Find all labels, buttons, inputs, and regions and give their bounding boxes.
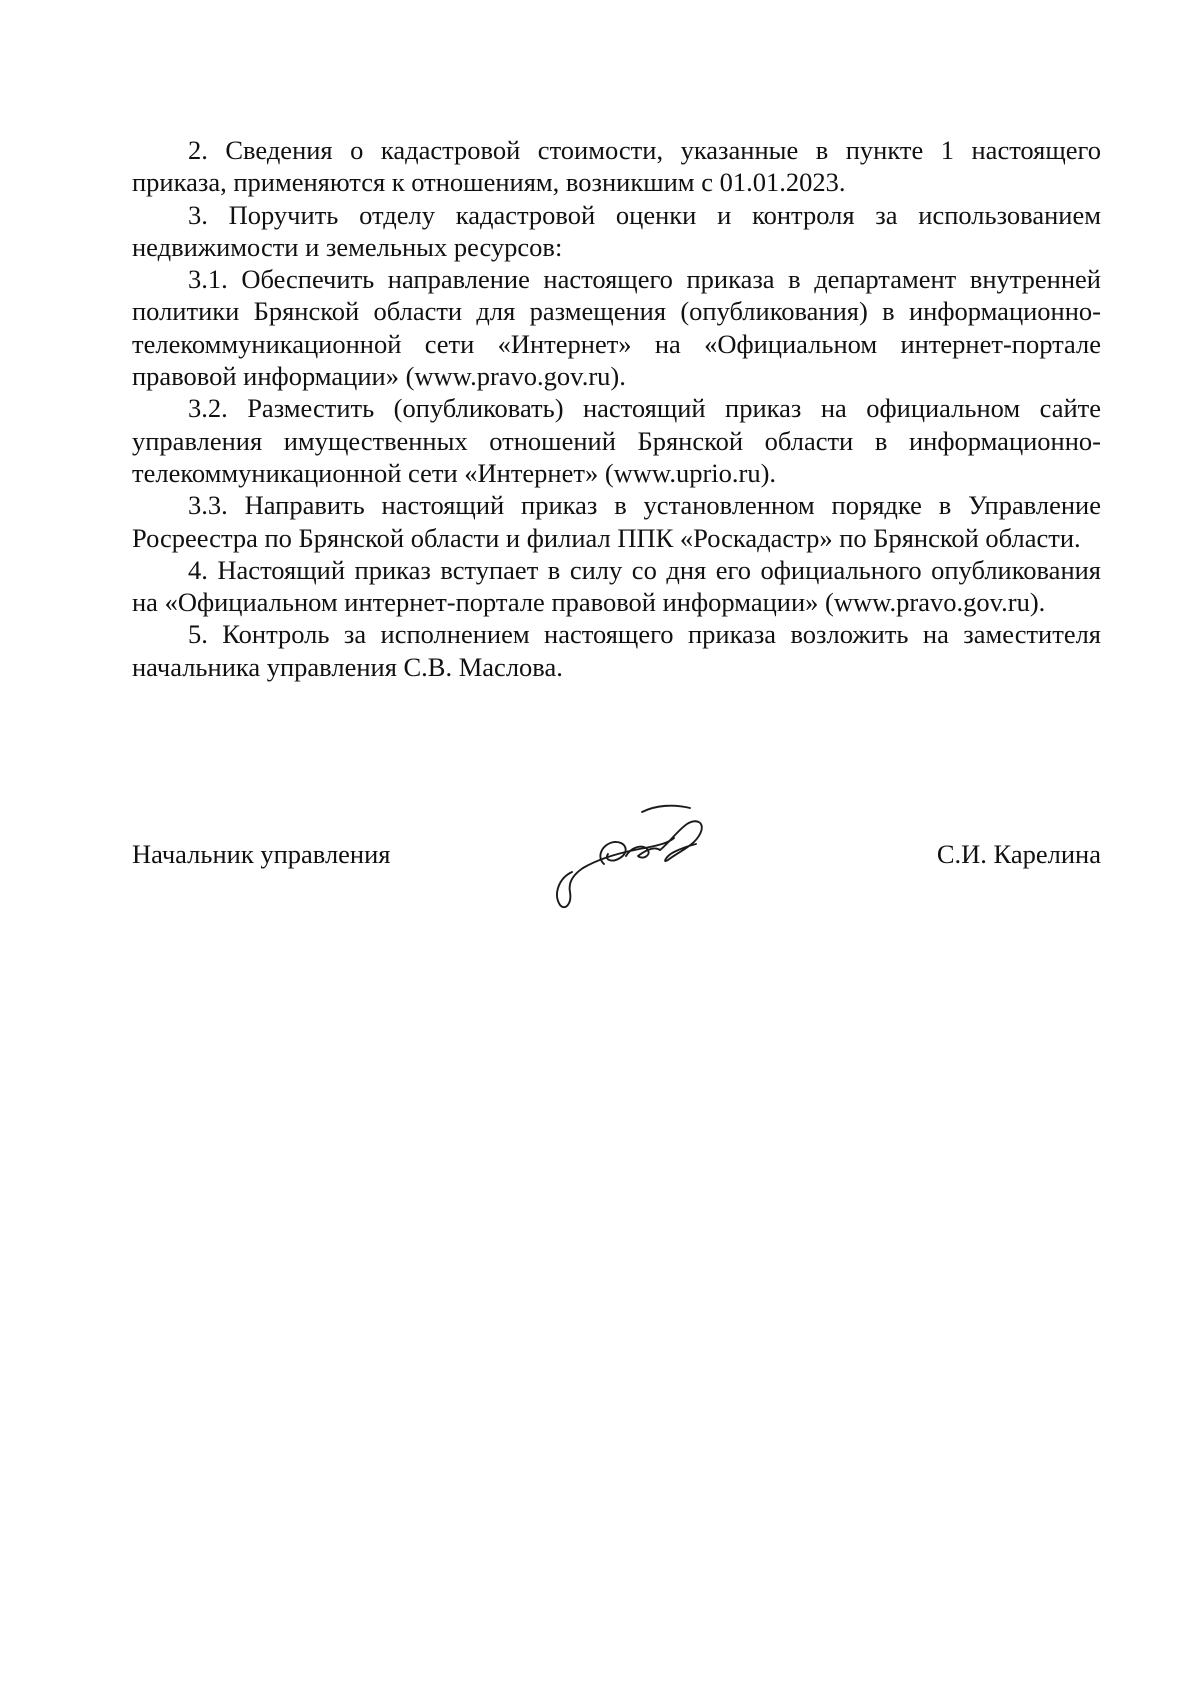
document-body bbox=[132, 134, 1101, 683]
paragraph-5: 5. Контроль за исполнением настоящего приказа возложить на заместителя начальника управления С.В. Маслова. bbox=[132, 619, 1101, 682]
signer-name: С.И. Карелина bbox=[936, 839, 1101, 869]
signer-title: Начальник управления bbox=[132, 839, 391, 869]
paragraph-3-1: 3.1. Обеспечить направление настоящего приказа в департамент внутренней политики Брянской области для размещения (опубликования) в информационно-телекоммуникационной сети «Интернет» на «Официальном интернет-портале правовой информации» (www.pravo.gov.ru). bbox=[132, 264, 1101, 392]
paragraph-3-3: 3.3. Направить настоящий приказ в установленном порядке в Управление Росреестра по Брянской области и филиал ППК «Роскадастр» по Брянской области. bbox=[132, 490, 1101, 553]
signature-block bbox=[132, 838, 1101, 898]
paragraph-3-2: 3.2. Разместить (опубликовать) настоящий приказ на официальном сайте управления имущественных отношений Брянской области в информационно-телекоммуникационной сети «Интернет» (www.uprio.ru). bbox=[132, 393, 1101, 488]
handwritten-signature bbox=[550, 794, 735, 914]
paragraph-2: 2. Сведения о кадастровой стоимости, указанные в пункте 1 настоящего приказа, применяются к отношениям, возникшим с 01.01.2023. bbox=[132, 135, 1101, 198]
paragraph-4: 4. Настоящий приказ вступает в силу со дня его официального опубликования на «Официальном интернет-портале правовой информации» (www.pravo.gov.ru). bbox=[132, 554, 1101, 618]
paragraph-3: 3. Поручить отделу кадастровой оценки и контроля за использованием недвижимости и земельных ресурсов: bbox=[132, 199, 1101, 262]
